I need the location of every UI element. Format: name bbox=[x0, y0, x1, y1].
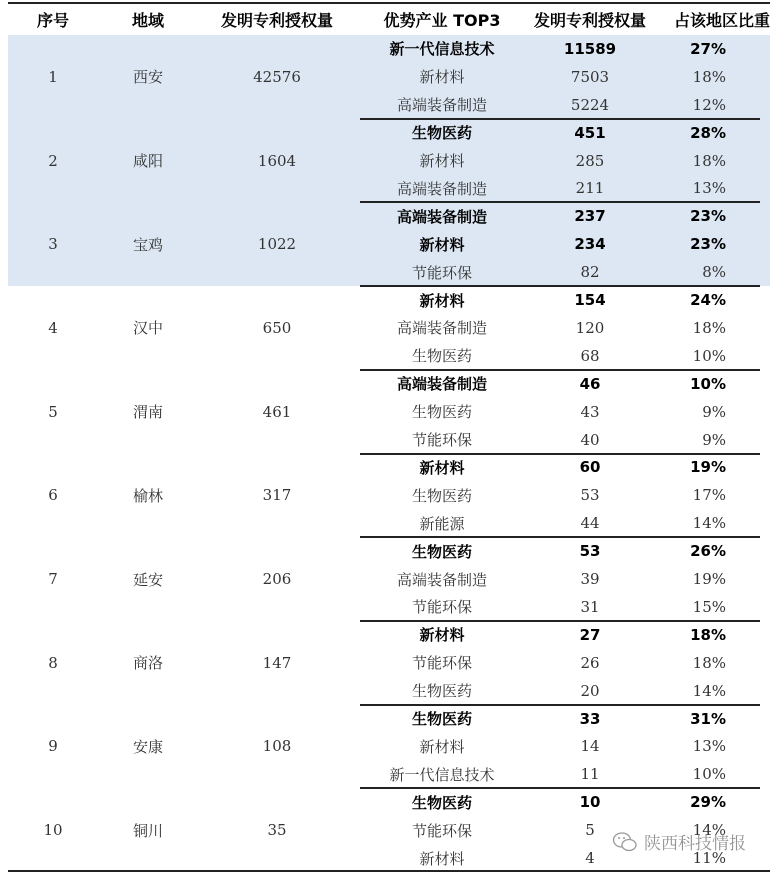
industry-count: 68 bbox=[580, 346, 600, 365]
region-name: 宝鸡 bbox=[132, 235, 163, 254]
industry-row bbox=[356, 788, 770, 816]
industry-name: 生物医药 bbox=[411, 710, 472, 729]
industry-count: 20 bbox=[580, 681, 600, 700]
industry-share: 15% bbox=[692, 597, 726, 616]
industry-name: 新能源 bbox=[419, 514, 465, 533]
industry-count: 27 bbox=[579, 625, 601, 644]
industry-count: 237 bbox=[574, 207, 606, 226]
industry-row bbox=[356, 342, 770, 370]
industry-list bbox=[356, 454, 770, 538]
header-industry-patents: 发明专利授权量 bbox=[533, 11, 646, 30]
industry-count: 53 bbox=[580, 486, 600, 505]
industry-count: 82 bbox=[580, 263, 600, 282]
industry-count: 120 bbox=[575, 318, 605, 337]
region-info bbox=[8, 286, 356, 370]
region-total: 42576 bbox=[253, 67, 301, 86]
industry-row bbox=[356, 230, 770, 258]
region-group bbox=[8, 286, 770, 370]
industry-share: 19% bbox=[690, 458, 726, 477]
region-info bbox=[8, 788, 356, 872]
industry-share: 14% bbox=[692, 681, 726, 700]
industry-share: 14% bbox=[692, 514, 726, 533]
industry-share: 11% bbox=[692, 849, 726, 868]
industry-count: 43 bbox=[580, 402, 600, 421]
industry-count: 154 bbox=[574, 291, 606, 310]
region-total: 1022 bbox=[257, 235, 297, 254]
industry-share: 17% bbox=[692, 486, 726, 505]
industry-list bbox=[356, 621, 770, 705]
region-info bbox=[8, 537, 356, 621]
industry-share: 10% bbox=[692, 765, 726, 784]
industry-name: 高端装备制造 bbox=[396, 570, 487, 589]
industry-name: 节能环保 bbox=[411, 431, 472, 450]
industry-list bbox=[356, 705, 770, 789]
industry-list bbox=[356, 537, 770, 621]
industry-name: 节能环保 bbox=[411, 821, 472, 840]
watermark-text: 陕西科技情报 bbox=[644, 834, 746, 854]
industry-name: 新材料 bbox=[419, 68, 465, 87]
industry-row bbox=[356, 314, 770, 342]
row-index: 6 bbox=[48, 486, 58, 505]
industry-share: 24% bbox=[690, 291, 726, 310]
region-group bbox=[8, 119, 770, 203]
row-index: 3 bbox=[48, 235, 58, 254]
industry-share: 28% bbox=[690, 123, 726, 142]
industry-count: 53 bbox=[579, 542, 601, 561]
industry-name: 高端装备制造 bbox=[396, 375, 487, 394]
industry-count: 285 bbox=[575, 151, 605, 170]
bottom-rule bbox=[8, 870, 770, 872]
region-group bbox=[8, 35, 770, 119]
industry-count: 451 bbox=[574, 123, 606, 142]
industry-row bbox=[356, 705, 770, 733]
region-name: 安康 bbox=[132, 737, 163, 756]
industry-count: 4 bbox=[585, 849, 595, 868]
industry-row bbox=[356, 537, 770, 565]
industry-share: 10% bbox=[692, 346, 726, 365]
industry-count: 11589 bbox=[563, 39, 617, 58]
industry-name: 生物医药 bbox=[411, 793, 472, 812]
industry-name: 节能环保 bbox=[411, 263, 472, 282]
industry-name: 生物医药 bbox=[411, 682, 472, 701]
industry-row bbox=[356, 398, 770, 426]
row-index: 4 bbox=[48, 318, 58, 337]
industry-list bbox=[356, 119, 770, 203]
watermark bbox=[612, 829, 746, 854]
industry-name: 新材料 bbox=[419, 152, 465, 171]
industry-row bbox=[356, 621, 770, 649]
industry-share: 13% bbox=[692, 179, 726, 198]
industry-row bbox=[356, 732, 770, 760]
industry-row bbox=[356, 481, 770, 509]
industry-row bbox=[356, 202, 770, 230]
industry-count: 14 bbox=[580, 737, 600, 756]
region-total: 461 bbox=[262, 402, 292, 421]
region-info bbox=[8, 370, 356, 454]
region-name: 西安 bbox=[132, 68, 163, 87]
industry-share: 9% bbox=[702, 402, 726, 421]
industry-row bbox=[356, 91, 770, 119]
region-name: 咸阳 bbox=[132, 152, 163, 171]
region-info bbox=[8, 35, 356, 119]
region-group bbox=[8, 705, 770, 789]
row-index: 9 bbox=[48, 737, 58, 756]
region-info bbox=[8, 202, 356, 286]
row-index: 5 bbox=[48, 402, 58, 421]
industry-share: 10% bbox=[690, 374, 726, 393]
industry-name: 生物医药 bbox=[411, 403, 472, 422]
industry-count: 5224 bbox=[570, 95, 610, 114]
industry-name: 新材料 bbox=[419, 626, 465, 645]
industry-row bbox=[356, 174, 770, 202]
header-index: 序号 bbox=[36, 11, 69, 30]
industry-share: 14% bbox=[692, 821, 726, 840]
table-header bbox=[8, 4, 770, 35]
industry-count: 7503 bbox=[570, 67, 610, 86]
industry-name: 生物医药 bbox=[411, 542, 472, 561]
industry-name: 新一代信息技术 bbox=[389, 765, 495, 784]
industry-name: 生物医药 bbox=[411, 486, 472, 505]
industry-share: 18% bbox=[692, 653, 726, 672]
wechat-icon bbox=[612, 831, 638, 853]
industry-count: 40 bbox=[580, 430, 600, 449]
region-group bbox=[8, 621, 770, 705]
industry-name: 新材料 bbox=[419, 849, 465, 868]
industry-name: 新材料 bbox=[419, 291, 465, 310]
region-name: 渭南 bbox=[132, 403, 163, 422]
region-group bbox=[8, 454, 770, 538]
industry-list bbox=[356, 202, 770, 286]
industry-list bbox=[356, 370, 770, 454]
region-name: 延安 bbox=[132, 570, 163, 589]
industry-name: 生物医药 bbox=[411, 124, 472, 143]
industry-name: 新材料 bbox=[419, 458, 465, 477]
row-index: 8 bbox=[48, 653, 58, 672]
industry-share: 23% bbox=[690, 207, 726, 226]
industry-share: 29% bbox=[690, 793, 726, 812]
industry-name: 高端装备制造 bbox=[396, 207, 487, 226]
industry-row bbox=[356, 677, 770, 705]
industry-share: 18% bbox=[692, 67, 726, 86]
industry-name: 新一代信息技术 bbox=[389, 40, 495, 59]
industry-row bbox=[356, 63, 770, 91]
region-info bbox=[8, 621, 356, 705]
industry-row bbox=[356, 760, 770, 788]
industry-list bbox=[356, 35, 770, 119]
industry-share: 9% bbox=[702, 430, 726, 449]
region-total: 35 bbox=[267, 821, 287, 840]
industry-name: 新材料 bbox=[419, 737, 465, 756]
industry-name: 生物医药 bbox=[411, 347, 472, 366]
region-total: 317 bbox=[262, 486, 292, 505]
header-region: 地域 bbox=[131, 11, 164, 30]
industry-share: 27% bbox=[690, 39, 726, 58]
industry-row bbox=[356, 35, 770, 63]
region-name: 商洛 bbox=[132, 654, 163, 673]
industry-name: 高端装备制造 bbox=[396, 179, 487, 198]
industry-share: 18% bbox=[690, 625, 726, 644]
industry-row bbox=[356, 119, 770, 147]
industry-row bbox=[356, 426, 770, 454]
row-index: 10 bbox=[43, 821, 63, 840]
industry-row bbox=[356, 565, 770, 593]
industry-share: 12% bbox=[692, 95, 726, 114]
industry-row bbox=[356, 593, 770, 621]
industry-share: 13% bbox=[692, 737, 726, 756]
industry-list bbox=[356, 286, 770, 370]
region-name: 汉中 bbox=[132, 319, 163, 338]
industry-count: 234 bbox=[574, 235, 606, 254]
industry-name: 节能环保 bbox=[411, 598, 472, 617]
industry-share: 18% bbox=[692, 151, 726, 170]
industry-row bbox=[356, 509, 770, 537]
industry-count: 31 bbox=[580, 597, 600, 616]
header-total-patents: 发明专利授权量 bbox=[220, 11, 333, 30]
row-index: 2 bbox=[48, 151, 58, 170]
region-total: 1604 bbox=[257, 151, 297, 170]
industry-name: 高端装备制造 bbox=[396, 319, 487, 338]
industry-name: 节能环保 bbox=[411, 654, 472, 673]
region-total: 108 bbox=[262, 737, 292, 756]
industry-count: 46 bbox=[579, 374, 601, 393]
industry-count: 44 bbox=[580, 514, 600, 533]
region-group bbox=[8, 202, 770, 286]
industry-row bbox=[356, 286, 770, 314]
industry-share: 26% bbox=[690, 542, 726, 561]
industry-count: 33 bbox=[579, 709, 601, 728]
region-group bbox=[8, 370, 770, 454]
industry-share: 23% bbox=[690, 235, 726, 254]
header-share: 占该地区比重 bbox=[673, 11, 770, 30]
region-total: 650 bbox=[262, 318, 292, 337]
industry-count: 39 bbox=[580, 570, 600, 589]
industry-row bbox=[356, 258, 770, 286]
industry-count: 26 bbox=[580, 653, 600, 672]
region-name: 榆林 bbox=[132, 486, 163, 505]
industry-name: 新材料 bbox=[419, 235, 465, 254]
industry-share: 18% bbox=[692, 318, 726, 337]
industry-row bbox=[356, 649, 770, 677]
industry-count: 60 bbox=[579, 458, 601, 477]
region-info bbox=[8, 454, 356, 538]
industry-row bbox=[356, 147, 770, 175]
industry-share: 31% bbox=[690, 709, 726, 728]
industry-count: 10 bbox=[579, 793, 601, 812]
industry-count: 5 bbox=[585, 821, 595, 840]
header-top3-industries: 优势产业 TOP3 bbox=[383, 11, 501, 30]
industry-name: 高端装备制造 bbox=[396, 96, 487, 115]
region-info bbox=[8, 705, 356, 789]
industry-count: 211 bbox=[575, 179, 605, 198]
industry-row bbox=[356, 454, 770, 482]
region-name: 铜川 bbox=[132, 821, 163, 840]
region-info bbox=[8, 119, 356, 203]
region-group bbox=[8, 537, 770, 621]
industry-count: 11 bbox=[580, 765, 600, 784]
region-total: 206 bbox=[262, 570, 292, 589]
industry-row bbox=[356, 370, 770, 398]
region-total: 147 bbox=[262, 653, 292, 672]
row-index: 7 bbox=[48, 570, 58, 589]
industry-share: 19% bbox=[692, 570, 726, 589]
industry-share: 8% bbox=[702, 263, 726, 282]
row-index: 1 bbox=[48, 67, 58, 86]
